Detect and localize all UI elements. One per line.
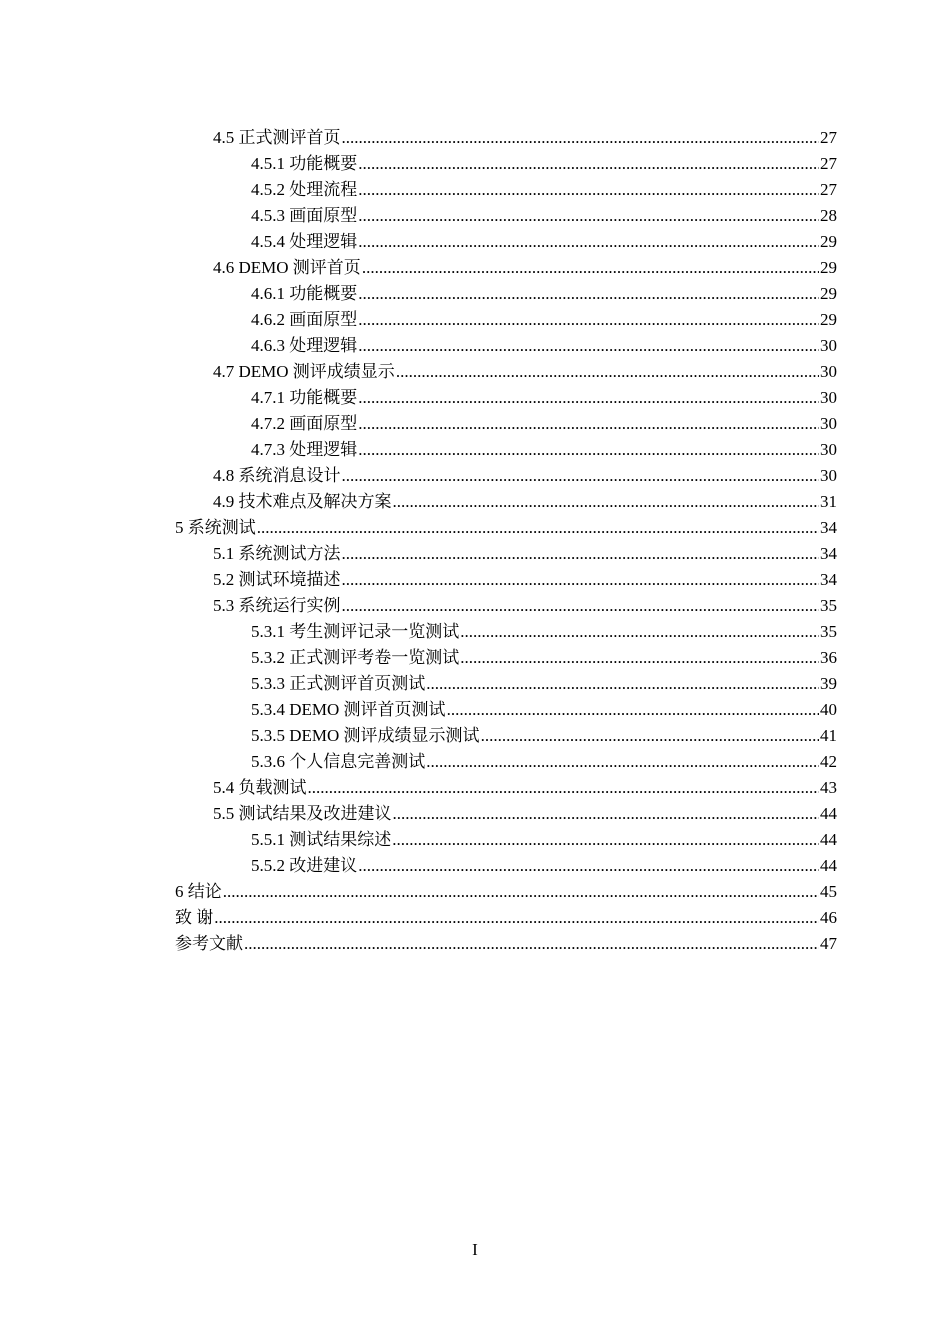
toc-entry[interactable] [175,749,837,775]
toc-leader-dots [342,593,820,619]
toc-leader-dots [393,801,820,827]
toc-entry[interactable] [175,567,837,593]
toc-entry-title: 致 谢 [175,908,214,927]
toc-entry[interactable] [175,515,837,541]
toc-entry-title: 4.6 DEMO 测评首页 [213,258,361,277]
toc-entry-title: 参考文献 [175,934,243,953]
toc-leader-dots [426,671,819,697]
toc-entry-title: 4.5.3 画面原型 [251,206,358,225]
toc-entry-page: 29 [820,284,837,303]
toc-entry-title: 4.6.2 画面原型 [251,310,358,329]
toc-entry-page: 27 [820,154,837,173]
toc-entry-page: 27 [820,128,837,147]
toc-entry-title: 4.6.3 处理逻辑 [251,336,358,355]
toc-entry-page: 27 [820,180,837,199]
toc-entry[interactable] [175,593,837,619]
toc-entry-title: 5.3.4 DEMO 测评首页测试 [251,700,446,719]
toc-entry-page: 39 [820,674,837,693]
toc-entry[interactable] [175,411,837,437]
toc-entry-title: 5.2 测试环境描述 [213,570,341,589]
toc-entry-title: 5.3.5 DEMO 测评成绩显示测试 [251,726,480,745]
toc-leader-dots [481,723,819,749]
toc-entry-title: 5.3.2 正式测评考卷一览测试 [251,648,460,667]
toc-entry-page: 44 [820,804,837,823]
toc-entry[interactable] [175,125,837,151]
toc-entry-page: 43 [820,778,837,797]
toc-entry-title: 5.5 测试结果及改进建议 [213,804,392,823]
toc-entry-title: 5.5.1 测试结果综述 [251,830,392,849]
toc-leader-dots [358,853,819,879]
toc-entry[interactable] [175,385,837,411]
toc-entry[interactable] [175,437,837,463]
toc-entry[interactable] [175,801,837,827]
toc-entry-page: 40 [820,700,837,719]
toc-entry-page: 28 [820,206,837,225]
toc-leader-dots [396,359,819,385]
toc-leader-dots [392,827,819,853]
toc-entry-title: 4.6.1 功能概要 [251,284,358,303]
toc-entry-page: 34 [820,570,837,589]
toc-entry[interactable] [175,229,837,255]
toc-entry-title: 4.5 正式测评首页 [213,128,341,147]
toc-entry[interactable] [175,827,837,853]
toc-entry-title: 5.5.2 改进建议 [251,856,358,875]
toc-leader-dots [358,385,819,411]
toc-leader-dots [447,697,819,723]
toc-entry-title: 5.1 系统测试方法 [213,544,341,563]
toc-entry-page: 30 [820,466,837,485]
toc-entry-page: 35 [820,596,837,615]
toc-entry-page: 29 [820,232,837,251]
toc-leader-dots [358,307,819,333]
toc-entry-page: 30 [820,362,837,381]
toc-leader-dots [342,125,820,151]
toc-entry-page: 42 [820,752,837,771]
toc-leader-dots [358,333,819,359]
toc-entry[interactable] [175,281,837,307]
toc-entry-page: 45 [820,882,837,901]
toc-entry-page: 29 [820,310,837,329]
toc-leader-dots [257,515,819,541]
toc-entry[interactable] [175,723,837,749]
toc-entry-page: 44 [820,856,837,875]
toc-leader-dots [358,411,819,437]
toc-entry-page: 46 [820,908,837,927]
toc-leader-dots [342,541,820,567]
toc-entry-title: 4.9 技术难点及解决方案 [213,492,392,511]
toc-entry[interactable] [175,905,837,931]
toc-entry-page: 31 [820,492,837,511]
toc-entry-page: 30 [820,414,837,433]
toc-entry-page: 34 [820,518,837,537]
toc-entry[interactable] [175,489,837,515]
toc-entry[interactable] [175,333,837,359]
toc-entry[interactable] [175,541,837,567]
toc-entry[interactable] [175,255,837,281]
toc-entry-title: 4.5.4 处理逻辑 [251,232,358,251]
page-number: I [472,1240,478,1259]
toc-entry-title: 4.5.1 功能概要 [251,154,358,173]
toc-entry-page: 44 [820,830,837,849]
toc-entry-title: 4.7.3 处理逻辑 [251,440,358,459]
toc-entry-page: 47 [820,934,837,953]
toc-leader-dots [308,775,820,801]
toc-entry-title: 5 系统测试 [175,518,256,537]
toc-leader-dots [342,567,820,593]
toc-entry-page: 29 [820,258,837,277]
toc-leader-dots [358,151,819,177]
toc-entry[interactable] [175,853,837,879]
toc-entry-page: 30 [820,388,837,407]
toc-entry[interactable] [175,151,837,177]
toc-entry[interactable] [175,879,837,905]
toc-leader-dots [393,489,820,515]
table-of-contents [175,125,837,957]
toc-leader-dots [244,931,819,957]
toc-entry[interactable] [175,619,837,645]
toc-entry-page: 35 [820,622,837,641]
toc-entry[interactable] [175,697,837,723]
toc-leader-dots [358,203,819,229]
toc-leader-dots [358,177,819,203]
toc-entry[interactable] [175,463,837,489]
toc-leader-dots [426,749,819,775]
toc-entry[interactable] [175,645,837,671]
toc-leader-dots [460,645,819,671]
toc-leader-dots [362,255,819,281]
toc-leader-dots [342,463,820,489]
toc-entry[interactable] [175,307,837,333]
toc-entry-page: 36 [820,648,837,667]
toc-leader-dots [358,229,819,255]
toc-entry-title: 6 结论 [175,882,222,901]
toc-entry-page: 30 [820,336,837,355]
toc-entry-title: 5.4 负载测试 [213,778,307,797]
toc-entry-page: 41 [820,726,837,745]
toc-leader-dots [358,281,819,307]
toc-entry[interactable] [175,671,837,697]
toc-entry-title: 4.7 DEMO 测评成绩显示 [213,362,395,381]
toc-entry-title: 5.3.1 考生测评记录一览测试 [251,622,460,641]
toc-entry-title: 5.3.3 正式测评首页测试 [251,674,426,693]
toc-entry-title: 5.3 系统运行实例 [213,596,341,615]
toc-entry-title: 4.7.1 功能概要 [251,388,358,407]
toc-entry-title: 4.5.2 处理流程 [251,180,358,199]
toc-entry-title: 4.8 系统消息设计 [213,466,341,485]
toc-leader-dots [214,905,819,931]
toc-entry-page: 34 [820,544,837,563]
toc-entry[interactable] [175,177,837,203]
toc-entry-title: 4.7.2 画面原型 [251,414,358,433]
toc-entry[interactable] [175,203,837,229]
toc-entry[interactable] [175,775,837,801]
toc-entry[interactable] [175,359,837,385]
toc-leader-dots [460,619,819,645]
toc-entry[interactable] [175,931,837,957]
toc-entry-page: 30 [820,440,837,459]
toc-entry-title: 5.3.6 个人信息完善测试 [251,752,426,771]
toc-leader-dots [358,437,819,463]
toc-leader-dots [223,879,819,905]
